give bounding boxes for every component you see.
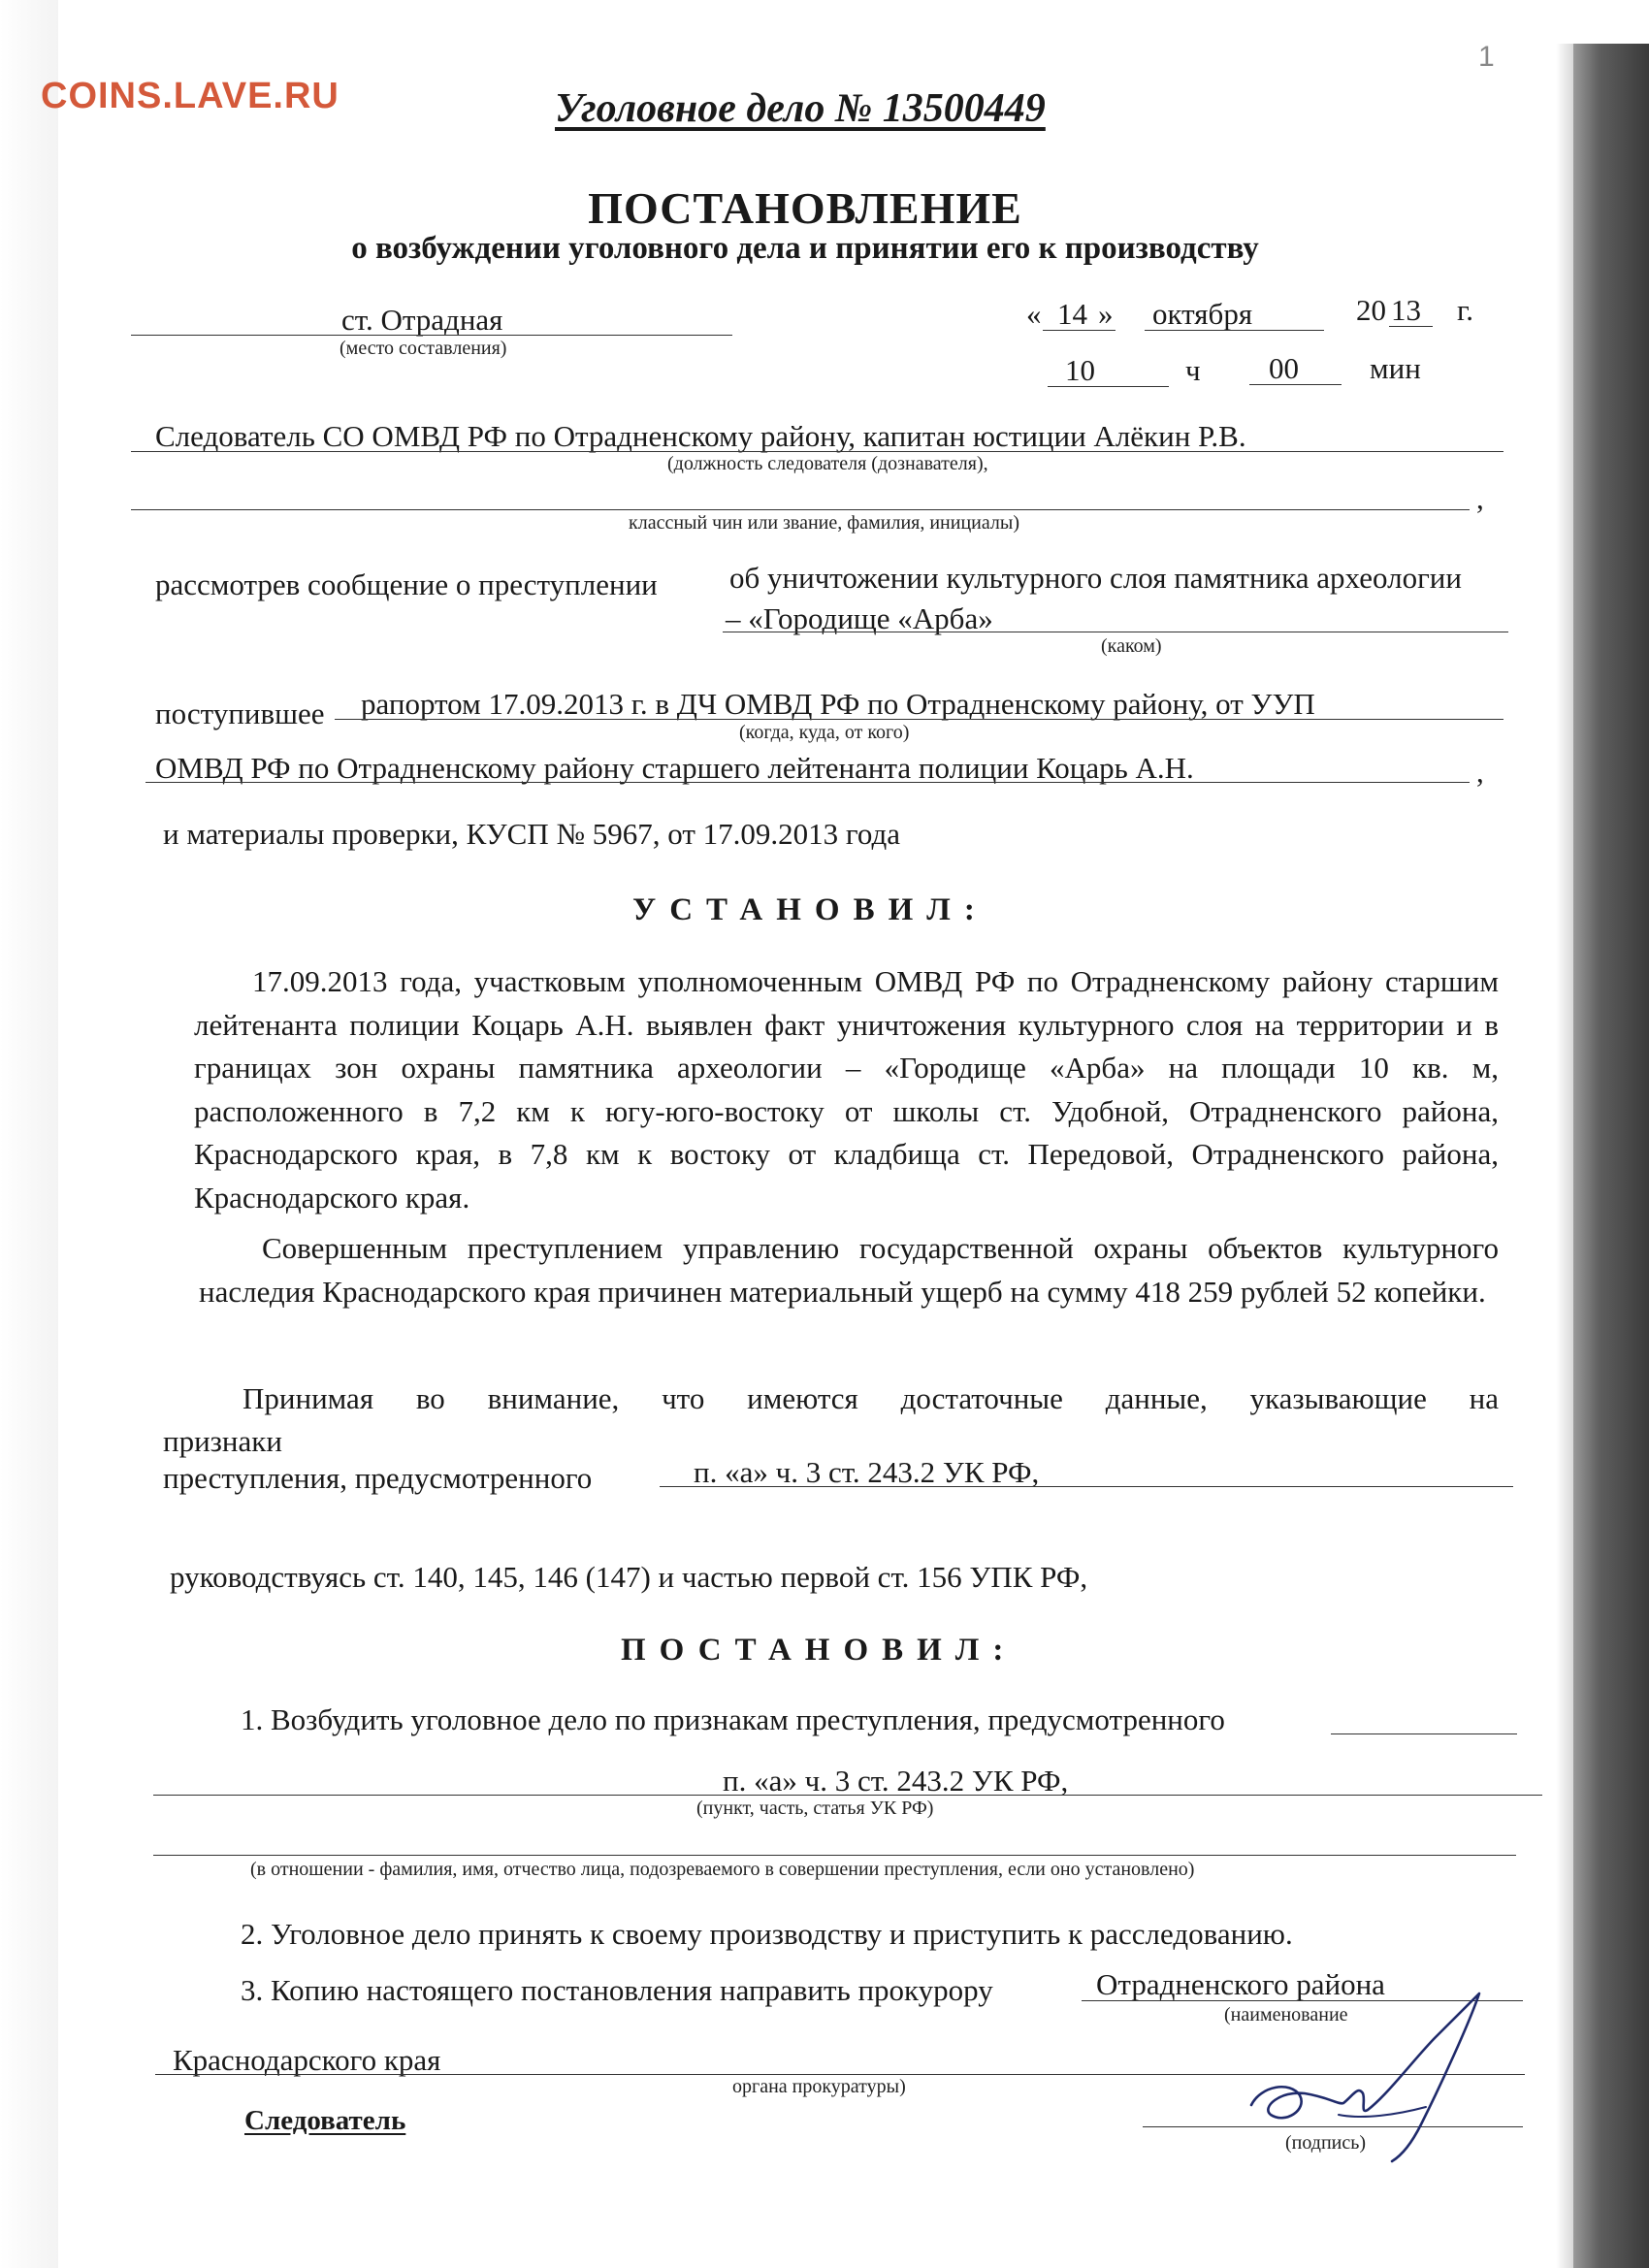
date-year-unit: г. [1457,293,1473,327]
time-minutes-rule [1249,384,1342,385]
signature-caption: (подпись) [1285,2132,1367,2154]
considering-line2: признаки [163,1424,282,1458]
established-heading: УСТАНОВИЛ: [632,892,988,927]
place-rule [131,335,732,336]
place-value: ст. Отрадная [341,303,503,337]
rank-caption: классный чин или звание, фамилия, инициалы) [629,512,1019,534]
time-min-label: мин [1370,351,1421,385]
established-paragraph-2: Совершенным преступлением управлению государственной охраны объектов культурного наследия Краснодарского края причинен материальный ущерб на сумму 418 259 рублей 52 копейки. [199,1231,1499,1309]
item3-value-line2: Краснодарского края [173,2043,441,2077]
received-rule [335,719,1504,720]
item3-caption2: органа прокуратуры) [732,2076,906,2097]
resolved-heading: ПОСТАНОВИЛ: [621,1633,1018,1668]
time-hours-rule [1048,386,1169,387]
date-close-quote: » [1098,297,1114,331]
date-year-suffix: 13 [1391,293,1421,327]
item3-value: Отрадненского района [1096,1967,1385,2001]
place-caption: (место составления) [340,338,507,359]
item1-value: п. «а» ч. 3 ст. 243.2 УК РФ, [723,1764,1069,1798]
received-end-comma: , [1476,755,1484,789]
time-minutes: 00 [1269,351,1299,385]
received-value-line1: рапортом 17.09.2013 г. в ДЧ ОМВД РФ по Отрадненскому району, от УУП [361,687,1315,721]
signature-label: Следователь [244,2105,406,2136]
item1-rule [153,1795,1542,1796]
document-title: ПОСТАНОВЛЕНИЕ [588,183,1022,233]
time-hours: 10 [1065,353,1095,387]
item3-caption: (наименование [1224,2004,1348,2025]
item1-suspect-caption: (в отношении - фамилия, имя, отчество лица, подозреваемого в совершении преступления, если оно установлено) [250,1859,1195,1880]
established-paragraph-1: 17.09.2013 года, участковым уполномоченным ОМВД РФ по Отрадненскому району старшим лейтенанта полиции Коцарь А.Н. выявлен факт уничтожения культурного слоя на территории и в границах зон охраны памятника археологии – «Городище «Арба» на площади 10 кв. м, расположенного в 7,2 км к югу-юго-востоку от школы ст. Удобной, Отрадненского района, Краснодарского края, в 7,8 км к востоку от кладбища ст. Передовой, Отрадненского района, Краснодарского края. [194,964,1499,1215]
item3-text: 3. Копию настоящего постановления направить прокурору [241,1973,993,2007]
page-number: 1 [1478,41,1495,73]
received-label: поступившее [155,697,325,730]
report-caption: (каком) [1101,635,1162,657]
investigator-caption: (должность следователя (дознавателя), [667,453,988,474]
considering-rule [660,1486,1513,1487]
rank-rule [131,509,1470,510]
investigator-rule [131,451,1504,452]
received-caption: (когда, куда, от кого) [739,722,910,743]
watermark: COINS.LAVE.RU [41,76,340,116]
date-year-rule [1389,326,1433,327]
suspect-rule [153,1855,1516,1856]
report-value-line2: – «Городище «Арба» [726,601,993,635]
materials: и материалы проверки, КУСП № 5967, от 17.09.2013 года [163,817,900,851]
item1-text: 1. Возбудить уголовное дело по признакам преступления, предусмотренного [241,1702,1225,1736]
considering-value: п. «а» ч. 3 ст. 243.2 УК РФ, [694,1455,1040,1489]
date-year-prefix: 20 [1356,293,1386,327]
time-h-label: ч [1185,353,1201,387]
report-value-line1: об уничтожении культурного слоя памятника археологии [729,561,1462,595]
scan-left-fade [0,0,58,2268]
item2-text: 2. Уголовное дело принять к своему производству и приступить к расследованию. [241,1917,1293,1951]
considering-label: преступления, предусмотренного [163,1461,593,1495]
case-number: Уголовное дело № 13500449 [555,86,1046,131]
received-rule-2 [146,782,1470,783]
handwritten-signature [1193,1979,1513,2173]
considering-line1: Принимая во внимание, что имеются достаточные данные, указывающие на [242,1381,1499,1415]
date-day: 14 [1057,297,1087,331]
guided: руководствуясь ст. 140, 145, 146 (147) и частью первой ст. 156 УПК РФ, [170,1560,1088,1594]
scan-right-border [1573,44,1649,2268]
report-label: рассмотрев сообщение о преступлении [155,567,658,601]
date-month-rule [1145,330,1324,331]
date-day-rule [1043,330,1116,331]
item1-caption: (пункт, часть, статья УК РФ) [696,1798,934,1819]
date-month: октября [1152,297,1253,331]
scan-right-edge [1556,44,1573,2268]
date-open-quote: « [1026,297,1042,331]
received-value-line2: ОМВД РФ по Отрадненскому району старшего лейтенанта полиции Коцарь А.Н. [155,751,1194,785]
investigator-text: Следователь СО ОМВД РФ по Отрадненскому району, капитан юстиции Алёкин Р.В. [155,419,1246,453]
item1-rule-end [1331,1733,1517,1734]
document-subtitle: о возбуждении уголовного дела и принятии его к производству [351,231,1259,266]
rank-comma: , [1476,481,1484,515]
